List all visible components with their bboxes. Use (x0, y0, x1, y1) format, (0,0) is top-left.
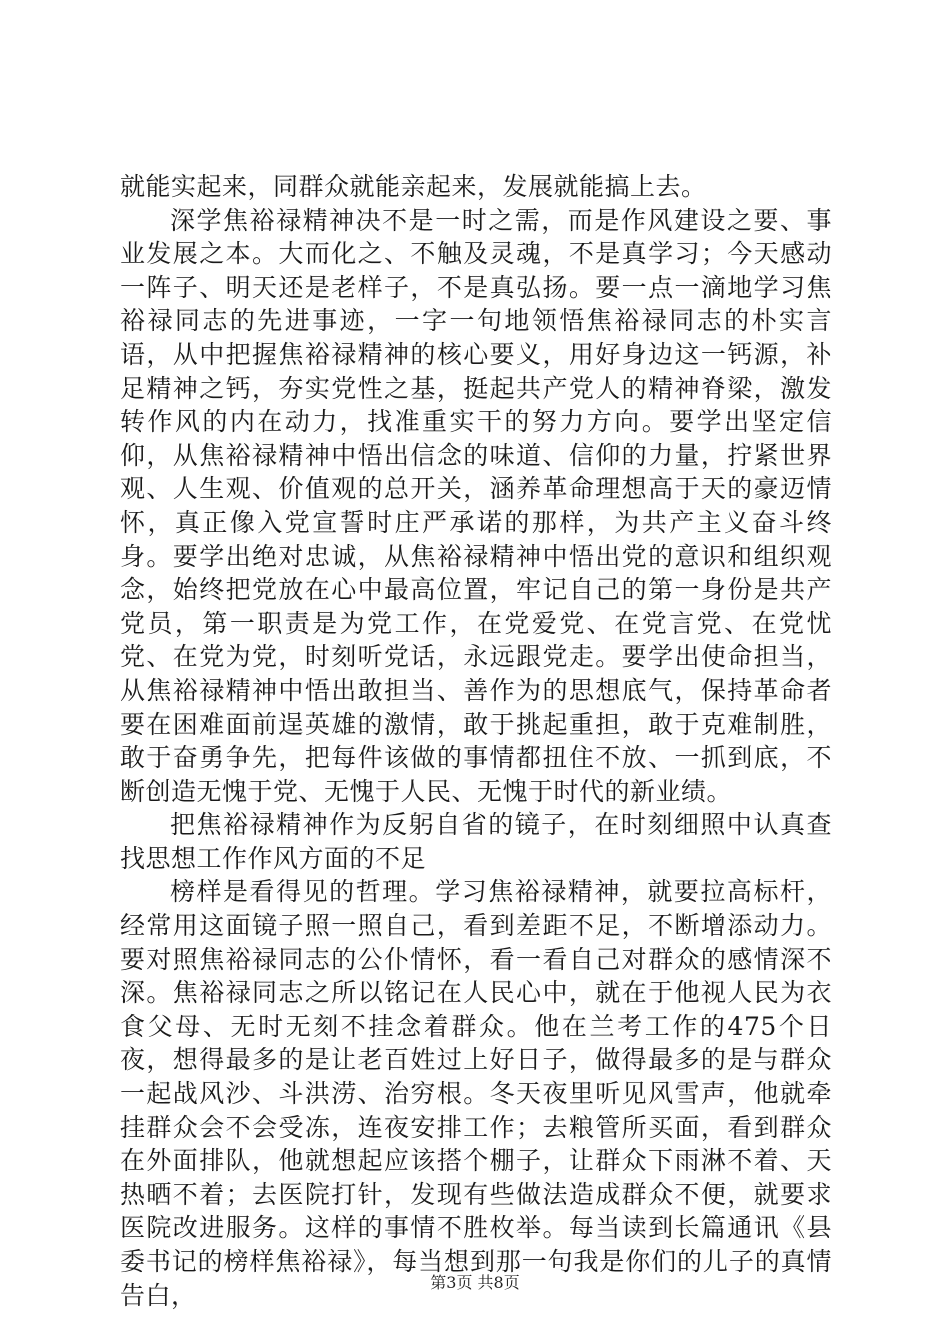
paragraph-3-heading: 把焦裕禄精神作为反躬自省的镜子，在时刻细照中认真查找思想工作作风方面的不足 (120, 810, 832, 873)
page-number-footer: 第3页 共8页 (430, 1273, 520, 1292)
paragraph-4: 榜样是看得见的哲理。学习焦裕禄精神，就要拉高标杆，经常用这面镜子照一照自己，看到差距不足，不断增添动力。要对照焦裕禄同志的公仆情怀，看一看自己对群众的感情深不深。焦裕禄同志之所以铭记在人民心中，就在于他视人民为衣食父母、无时无刻不挂念着群众。他在兰考工作的475个日夜，想得最多的是让老百姓过上好日子，做得最多的是与群众一起战风沙、斗洪涝、治穷根。冬天夜里听见风雪声，他就牵挂群众会不会受冻，连夜安排工作；去粮管所买面，看到群众在外面排队，他就想起应该搭个棚子，让群众下雨淋不着、天热晒不着；去医院打针，发现有些做法造成群众不便，就要求医院改进服务。这样的事情不胜枚举。每当读到长篇通讯《县委书记的榜样焦裕禄》，每当想到那一句我是你们的儿子的真情告白， (120, 877, 832, 1310)
paragraph-2: 深学焦裕禄精神决不是一时之需，而是作风建设之要、事业发展之本。大而化之、不触及灵魂，不是真学习；今天感动一阵子、明天还是老样子，不是真弘扬。要一点一滴地学习焦裕禄同志的先进事迹，一字一句地领悟焦裕禄同志的朴实言语，从中把握焦裕禄精神的核心要义，用好身边这一钙源，补足精神之钙，夯实党性之基，挺起共产党人的精神脊梁，激发转作风的内在动力，找准重实干的努力方向。要学出坚定信仰，从焦裕禄精神中悟出信念的味道、信仰的力量，拧紧世界观、人生观、价值观的总开关，涵养革命理想高于天的豪迈情怀，真正像入党宣誓时庄严承诺的那样，为共产主义奋斗终身。要学出绝对忠诚，从焦裕禄精神中悟出党的意识和组织观念，始终把党放在心中最高位置，牢记自己的第一身份是共产党员，第一职责是为党工作，在党爱党、在党言党、在党忧党、在党为党，时刻听党话，永远跟党走。要学出使命担当，从焦裕禄精神中悟出敢担当、善作为的思想底气，保持革命者要在困难面前逞英雄的激情，敢于挑起重担，敢于克难制胜，敢于奋勇争先，把每件该做的事情都扭住不放、一抓到底，不断创造无愧于党、无愧于人民、无愧于时代的新业绩。 (120, 205, 832, 806)
document-body (120, 170, 832, 1312)
paragraph-1: 就能实起来，同群众就能亲起来，发展就能搞上去。 (120, 172, 707, 201)
